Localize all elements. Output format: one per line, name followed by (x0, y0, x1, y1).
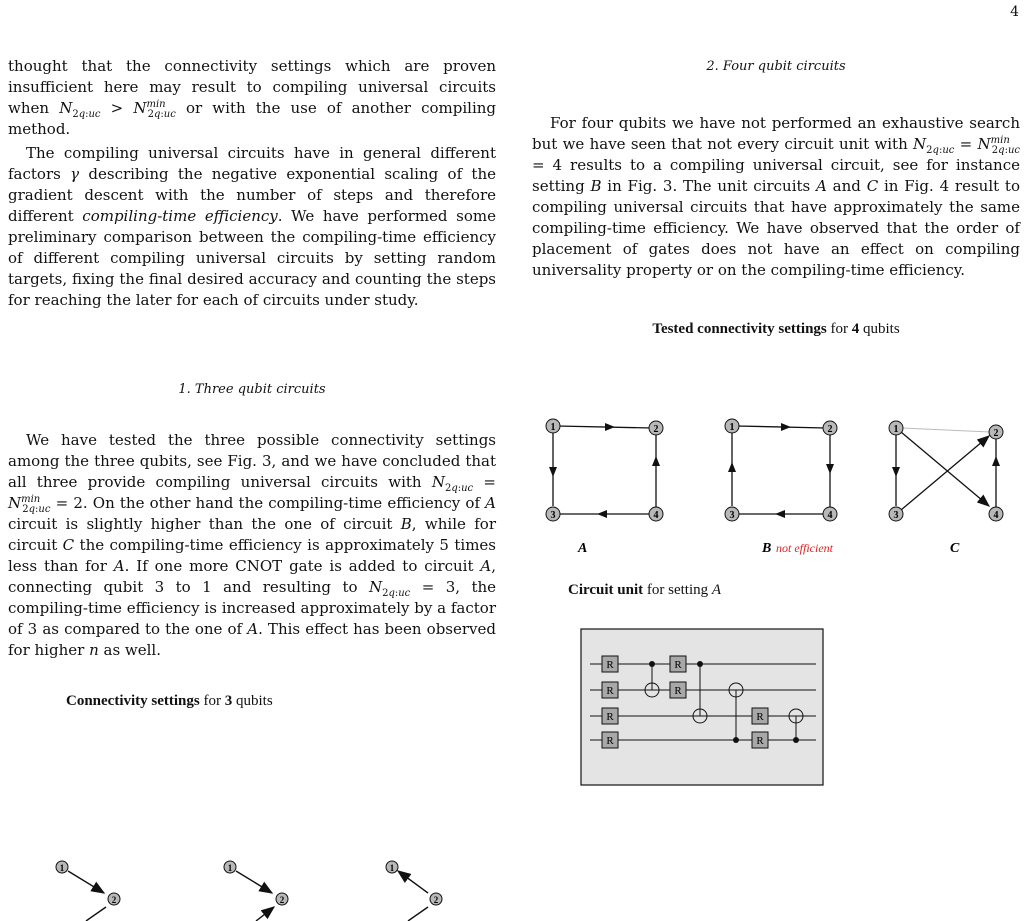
fig3-graph-a (56, 861, 120, 921)
circuit-unit-title: Circuit unit for setting A (568, 582, 722, 598)
label-a: A (578, 541, 588, 556)
svg-text:2: 2 (433, 895, 439, 905)
svg-text:R: R (674, 685, 682, 697)
label-b-note: not efficient (776, 541, 833, 555)
circuit-panel (581, 629, 823, 785)
fig3-graphs (0, 845, 500, 921)
left-column (8, 56, 496, 712)
svg-text:R: R (756, 711, 764, 723)
svg-text:R: R (606, 685, 614, 697)
fig4-graphs (530, 410, 1030, 560)
svg-text:R: R (606, 659, 614, 671)
svg-text:4: 4 (827, 510, 833, 521)
fig3-title: Connectivity settings for 3 qubits (66, 693, 273, 709)
svg-text:3: 3 (729, 510, 735, 521)
svg-text:1: 1 (550, 422, 556, 433)
label-c: C (950, 541, 960, 556)
svg-text:1: 1 (729, 422, 735, 433)
svg-text:R: R (606, 711, 614, 723)
left-subsection-title: 1. Three qubit circuits (178, 382, 326, 397)
svg-text:3: 3 (550, 510, 556, 521)
left-paragraph-1: thought that the connectivity settings which are proven insufficient here may result to compiling universal circuits when $N_{2q:uc} > N^{min}_{2q:uc}$ or with the use of another compiling method. (8, 57, 496, 138)
svg-text:R: R (606, 735, 614, 747)
svg-text:3: 3 (893, 510, 899, 521)
right-paragraph-1: For four qubits we have not performed an exhaustive search but we have seen that not every circuit unit with $N_{2q:uc} = N^{min}_{2q:uc} = 4$ results to a compiling universal circuit, see for instance setting B in Fig. 3. The unit circuits A and C in Fig. 4 result to compiling universal circuits that have approximately the same compiling-time efficiency. We have observed that the order of placement of gates does not have an effect on compiling universality property or on the compiling-time efficiency. (532, 114, 1020, 279)
left-paragraph-2: The compiling universal circuits have in general different factors γ describing the negative exponential scaling of the gradient descent with the number of steps and therefore different compiling-time efficiency. We have performed some preliminary comparison between the compiling-time efficiency of different compiling universal circuits by setting random targets, fixing the final desired accuracy and counting the steps for reaching the later for each of circuits under study. (8, 144, 496, 309)
svg-text:2: 2 (279, 895, 285, 905)
fig3-graph-b (224, 861, 288, 921)
svg-text:2: 2 (993, 428, 999, 439)
page-number: 4 (1010, 4, 1019, 20)
svg-text:R: R (756, 735, 764, 747)
svg-text:1: 1 (389, 863, 395, 873)
svg-text:1: 1 (893, 424, 899, 435)
label-b: B (762, 541, 772, 556)
left-paragraph-3: We have tested the three possible connectivity settings among the three qubits, see Fig. 3, and we have concluded that all three provide compiling universal circuits with $N_{2q:uc} = N^{min}_{2q:uc} = 2$. On the other hand the compiling-time efficiency of A circuit is slightly higher than the one of circuit B, while for circuit C the compiling-time efficiency is approximately 5 times less than for A. If one more CNOT gate is added to circuit A, connecting qubit 3 to 1 and resulting to $N_{2q:uc} = 3$, the compiling-time efficiency is increased approximately by a factor of 3 as compared to the one of A. This effect has been observed for higher n as well. (8, 431, 497, 659)
fig4-graph-a (546, 419, 663, 556)
right-column (532, 56, 1020, 340)
fig3-graph-c (386, 861, 442, 921)
circuit-unit-diagram (580, 628, 824, 786)
svg-text:1: 1 (59, 863, 65, 873)
svg-text:4: 4 (653, 510, 659, 521)
fig4-graph-c (889, 421, 1003, 556)
svg-text:R: R (674, 659, 682, 671)
fig4-title: Tested connectivity settings for 4 qubits (652, 321, 900, 337)
right-subsection-title: 2. Four qubit circuits (706, 59, 846, 74)
svg-text:4: 4 (993, 510, 999, 521)
svg-text:2: 2 (653, 424, 659, 435)
svg-text:2: 2 (111, 895, 117, 905)
svg-text:2: 2 (827, 424, 833, 435)
fig4-graph-b (725, 419, 837, 556)
svg-text:1: 1 (227, 863, 233, 873)
